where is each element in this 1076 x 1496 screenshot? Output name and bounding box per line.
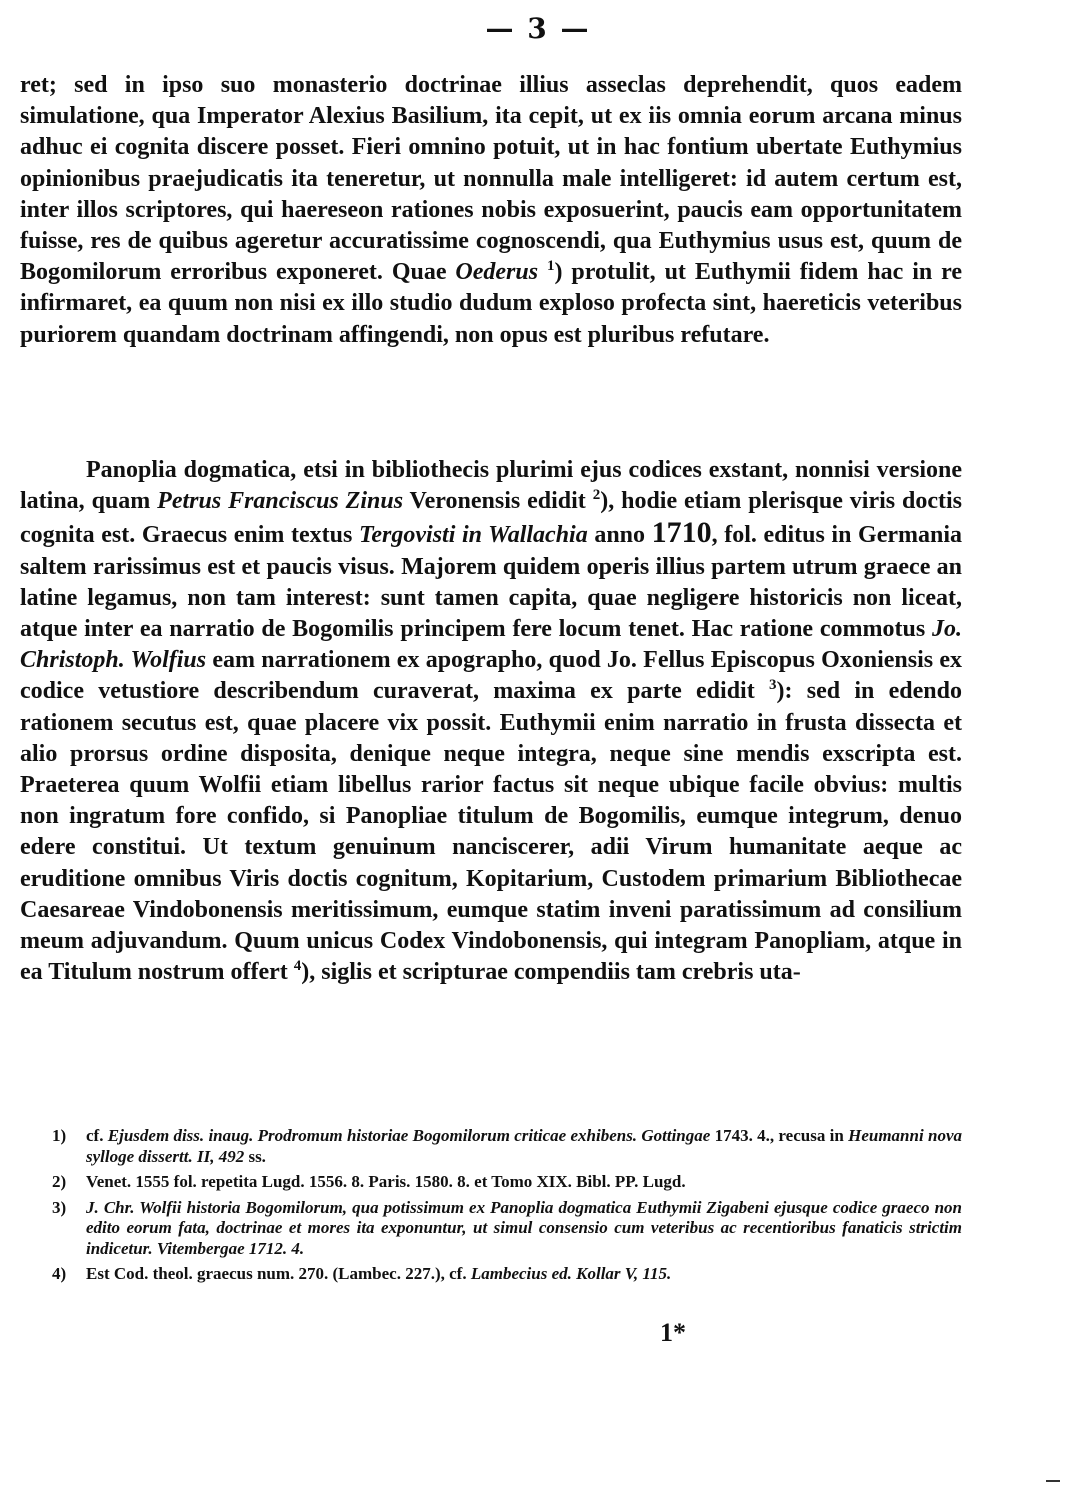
footnote-1-ref: Heumanni nova sylloge dissertt. II, 492 [86, 1126, 962, 1166]
footnote-ref-4[interactable]: 4 [293, 958, 302, 975]
name-zinus: Petrus Franciscus Zinus [157, 488, 404, 515]
footnotes [52, 1126, 962, 1290]
footnote-4 [52, 1264, 962, 1285]
name-oederus: Oederus [455, 259, 539, 286]
signature-mark: 1* [660, 1318, 686, 1347]
footnote-2 [52, 1172, 962, 1193]
p2-text-g: ): sed in edendo rationem secutus est, quae placere vix possit. Euthymii enim narratio in frusta dissecta et alio prorsus ordine disposita, denique neque integra, neque sine mendis exscripta est. Praeterea quum Wolfii etiam libellus rarior factus sit neque ubique facile obvius: multis non ingratum fore confido, si Panopliae titulum de Bogomilis, eumque integrum, denuo edere constitui. Ut textum genuinum nanciscerer, adii Virum humanitate aeque ac eruditione omnibus Viris doctis cognitum, Kopitarium, Custodem primarium Bibliothecae Caesareae Vindobonensis meritissimum, eumque statim inveni paratissimum ad consilium meum adjuvandum. Quum unicus Codex Vindobonensis, qui integram Panopliam, atque in ea Titulum nostrum offert [20, 678, 963, 986]
footnote-1-post: 1743. 4., recusa in [714, 1126, 844, 1145]
footnote-number: 1) [52, 1126, 67, 1145]
place-tergovisti: Tergovisti in Wallachia [358, 522, 588, 549]
p1-quae: Quae [391, 259, 447, 286]
footnote-number: 4) [52, 1264, 67, 1283]
page-number: — 3 — [485, 12, 591, 45]
p2-text-h: ), siglis et scripturae compendiis tam crebris uta- [301, 959, 801, 986]
p2-text-d: anno [594, 522, 646, 549]
footnote-1 [52, 1126, 962, 1167]
p2-text-c: ), hodie etiam plerisque viris doctis cognita est. Graecus enim textus [20, 488, 963, 549]
p2-text-b: Veronensis edidit [409, 488, 586, 515]
footnote-number: 2) [52, 1172, 67, 1191]
paragraph-2 [20, 455, 962, 988]
footnote-1-title: Ejusdem diss. inaug. Prodromum historiae Bogomilorum criticae exhibens. Gottingae [107, 1126, 711, 1145]
footnote-3-text: J. Chr. Wolfii historia Bogomilorum, qua potissimum ex Panoplia dogmatica Euthymii Zigabeni ejusque codice graeco non edito eorum fata, doctrinae et mores ita exponuntur, ut simul consensio cum veteribus ac recentioribus fanaticis strictim indicetur. Vitembergae 1712. 4. [86, 1197, 962, 1258]
footnote-ref-3[interactable]: 3 [768, 677, 777, 694]
year-1710: 1710 [651, 516, 712, 550]
footnote-3 [52, 1198, 962, 1260]
footnote-1-end: ss. [248, 1146, 266, 1166]
edge-mark [1046, 1480, 1060, 1482]
p1-rest: ) protulit, ut Euthymii fidem hac in re infirmaret, ea quum non nisi ex illo studio dudum exploso profecta sint, haereticis veteribus puriorem quandam doctrinam affingendi, non opus est pluribus refutare. [20, 259, 963, 348]
p2-text-e: , fol. editus in Germania saltem rarissimus est et paucis visus. Majorem quidem operis illius partem utrum graece an latine legamus, non tam interest: sunt tamen capita, quae negligere historicis non liceat, atque inter ea narratio de Bogomilis principem fere locum tenet. Hac ratione commotus [20, 522, 963, 643]
paragraph-1 [20, 70, 962, 351]
name-wolfius: Jo. Christoph. Wolfius [20, 616, 963, 674]
p2-text-a: Panoplia dogmatica, etsi in bibliothecis plurimi ejus codices exstant, nonnisi versione latina, quam [20, 457, 962, 515]
p1-text: ret; sed in ipso suo monasterio doctrinae illius asseclas deprehendit, quos eadem simulatione, qua Imperator Alexius Basilium, ita cepit, ut ex iis omnia eorum arcana minus adhuc ei cognita discere posset. Fieri omnino potuit, ut in hac fontium ubertate Euthymius opinionibus praejudicatis ita teneretur, ut nonnulla male intelligeret: id autem certum est, inter illos scriptores, qui haereseon rationes nobis exposuerint, paucis eam opportunitatem fuisse, res de quibus ageretur accuratissime cognoscendi, qua Euthymius usus est, quum de Bogomilorum erroribus exponeret. [20, 72, 962, 286]
footnote-ref-2[interactable]: 2 [592, 487, 601, 504]
footnote-1-pre: cf. [86, 1126, 104, 1145]
footnote-4-ref: Lambecius ed. Kollar V, 115. [470, 1264, 672, 1283]
footnote-2-text: Venet. 1555 fol. repetita Lugd. 1556. 8. Paris. 1580. 8. et Tomo XIX. Bibl. PP. Lugd. [86, 1172, 686, 1191]
footnote-4-pre: Est Cod. theol. graecus num. 270. (Lambec. 227.), cf. [86, 1264, 467, 1283]
footnote-number: 3) [52, 1197, 67, 1217]
p2-text-f: eam narrationem ex apographo, quod Jo. Fellus Episcopus Oxoniensis ex codice vetustiore describendum curaverat, maxima ex parte edidit [20, 647, 962, 705]
footnote-ref-1[interactable]: 1 [547, 258, 555, 275]
